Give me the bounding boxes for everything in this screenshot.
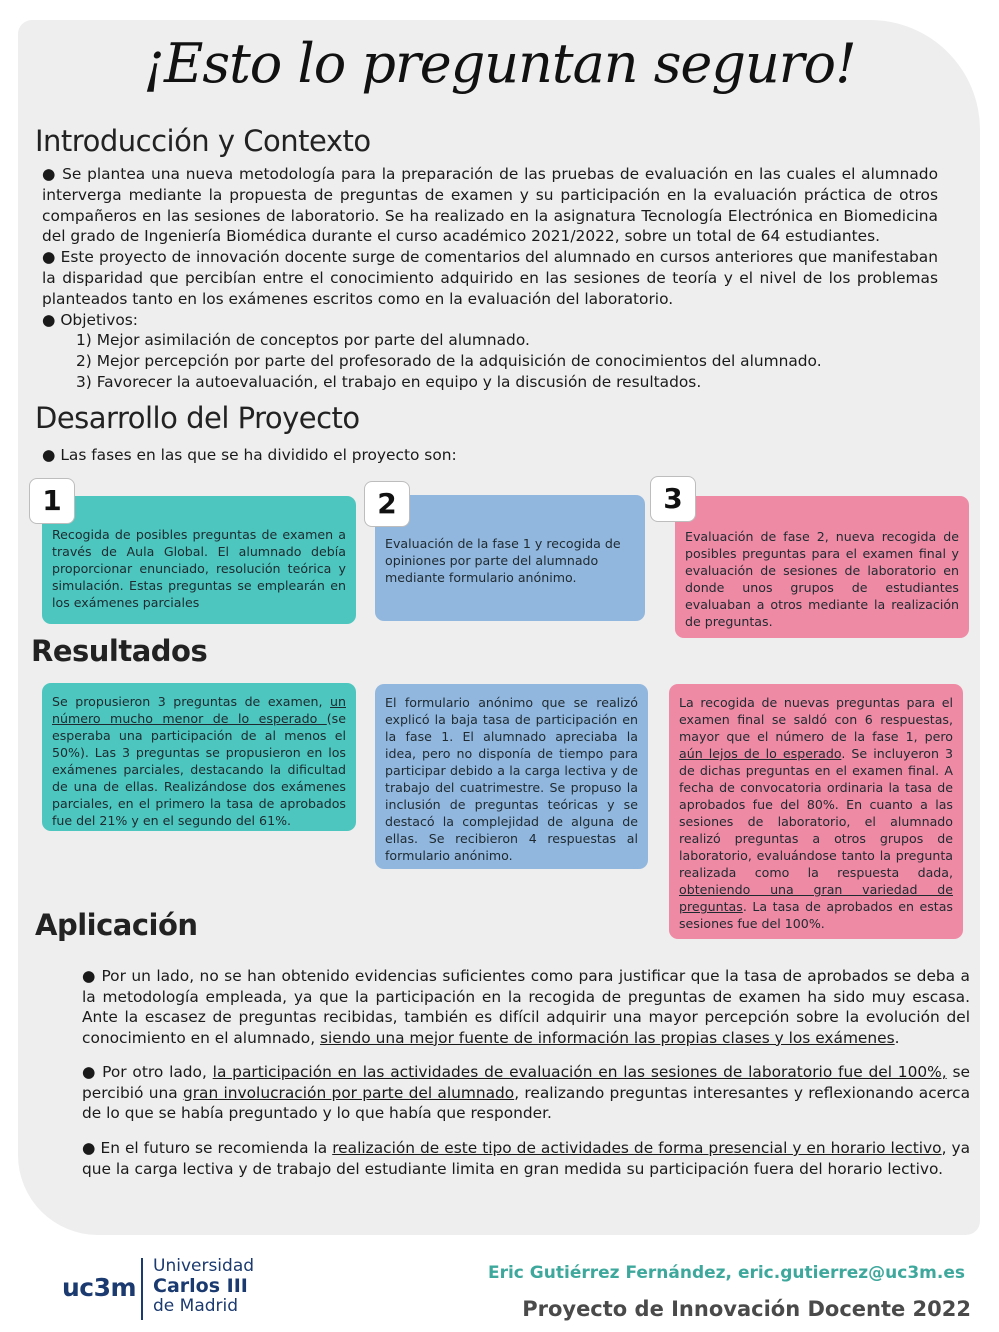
university-name (153, 1256, 254, 1316)
app-2-end: , realizando preguntas interesantes y reflexionando acerca de lo que se había preguntado y lo que había que responder. (82, 1083, 971, 1123)
aplicacion-paragraph-2 (82, 1062, 970, 1124)
intro-text (42, 164, 938, 393)
result-3-highlight-2: obteniendo una gran variedad de preguntas (679, 882, 953, 914)
intro-heading: Introducción y Contexto (35, 124, 371, 158)
app-2-text: ● Por otro lado, (82, 1063, 213, 1081)
phase-1-box (42, 496, 356, 624)
result-3-highlight-1: aún lejos de lo esperado (679, 746, 842, 761)
objectives-label: ● Objetivos: (42, 310, 138, 329)
phase-3-box (675, 496, 969, 638)
phase-2-box (375, 495, 645, 621)
phase-2-number: 2 (364, 481, 410, 527)
phase-1-text: Recogida de posibles preguntas de examen a través de Aula Global. El alumnado debía proporcionar enunciado, resolución teórica y simulación. Estas preguntas se emplearán en los exámenes parciales (52, 527, 346, 610)
phase-3-text: Evaluación de fase 2, nueva recogida de posibles preguntas para el examen final y evaluación de sesiones de laboratorio en donde unos grupos de estudiantes evaluaban a otros mediante la realización de preguntas. (685, 529, 959, 629)
university-name-line-1: Universidad (153, 1256, 255, 1276)
objective-1: 1) Mejor asimilación de conceptos por parte del alumnado. (76, 331, 530, 350)
aplicacion-paragraph-1 (82, 966, 970, 1048)
result-2-text: El formulario anónimo que se realizó explicó la baja tasa de participación en la fase 1. El alumnado apreciaba la idea, pero no disponía de tiempo para participar debido a la carga lectiva y de trabajo del cuatrimestre. Se propuso la inclusión de preguntas teóricas y se destacó la complejidad de alguna de ellas. Se recibieron 4 respuestas al formulario anónimo. (385, 695, 638, 863)
phase-3-number: 3 (650, 476, 696, 522)
result-1-text-cont: (se esperaba una participación de al menos el 50%). Las 3 preguntas se propusieron en los exámenes parciales, destacando la dificultad de una de ellas. Realizándose dos exámenes parciales, en el primero la tasa de aprobados fue del 21% y en el segundo del 61%. (52, 711, 346, 828)
resultados-heading: Resultados (31, 634, 208, 668)
app-3-text: ● En el futuro se recomienda la (82, 1139, 333, 1157)
poster-title: ¡Esto lo preguntan seguro! (143, 32, 856, 95)
result-1-text: Se propusieron 3 preguntas de examen, (52, 694, 331, 709)
app-3-end: , ya que la carga lectiva y de trabajo del estudiante limita en gran medida su participación fuera del horario lectivo. (82, 1139, 971, 1178)
university-name-line-3: de Madrid (153, 1296, 239, 1316)
result-1-box (42, 683, 356, 831)
university-name-line-2: Carlos III (153, 1275, 248, 1297)
app-1-end: . (894, 1028, 900, 1047)
result-3-text: La recogida de nuevas preguntas para el examen final se saldó con 6 respuestas, mayor que el número de la fase 1, pero (679, 695, 953, 744)
app-2-highlight-1: la participación en las actividades de evaluación en las sesiones de laboratorio fue del 100%, (212, 1063, 947, 1081)
result-1-highlight: un número mucho menor de lo esperado (52, 694, 346, 726)
result-3-text-cont: . Se incluyeron 3 de dichas preguntas en el examen final. A fecha de convocatoria ordinaria la tasa de aprobados fue del 80%. En cuanto a las sesiones de laboratorio, el alumnado realizó preguntas a otros grupos de laboratorio, evaluándose tanto la pregunta realizada como la respuesta dada, (679, 746, 954, 880)
result-3-text-end: . La tasa de aprobados en estas sesiones fue del 100%. (679, 899, 953, 931)
author-contact: Eric Gutiérrez Fernández, eric.gutierrez@uc3m.es (487, 1263, 965, 1283)
phase-2-text: Evaluación de la fase 1 y recogida de opiniones por parte del alumnado mediante formulario anónimo. (385, 536, 621, 585)
result-3-box (669, 684, 963, 939)
aplicacion-heading: Aplicación (35, 908, 198, 942)
aplicacion-paragraph-3 (82, 1138, 970, 1179)
intro-paragraph-2: ● Este proyecto de innovación docente surge de comentarios del alumnado en cursos anteriores que manifestaban la disparidad que percibían entre el conocimiento adquirido en las sesiones de teoría y el nivel de los problemas planteados tanto en los exámenes escritos como en la evaluación del laboratorio. (42, 248, 938, 308)
app-3-highlight: realización de este tipo de actividades de forma presencial y en horario lectivo (332, 1139, 942, 1157)
app-2-text-cont: se percibió una (82, 1063, 970, 1102)
footer-project: Proyecto de Innovación Docente 2022 (522, 1297, 971, 1321)
logo-divider (141, 1258, 143, 1320)
objective-2: 2) Mejor percepción por parte del profesorado de la adquisición de conocimientos del alumnado. (76, 352, 822, 371)
app-1-highlight: siendo una mejor fuente de información las propias clases y los exámenes (319, 1028, 895, 1047)
intro-paragraph-1: ● Se plantea una nueva metodología para la preparación de las pruebas de evaluación en las cuales el alumnado interverga mediante la propuesta de preguntas de examen y su participación en la evaluación práctica de otros compañeros en las sesiones de laboratorio. Se ha realizado en la asignatura Tecnología Electrónica en Biomedicina del grado de Ingeniería Biomédica durante el curso académico 2021/2022, sobre un total de 64 estudiantes. (42, 165, 938, 246)
phases-intro: ● Las fases en las que se ha dividido el proyecto son: (42, 446, 457, 464)
objective-3: 3) Favorecer la autoevaluación, el trabajo en equipo y la discusión de resultados. (76, 372, 702, 391)
uc3m-wordmark: uc3m (62, 1273, 137, 1302)
app-2-highlight-2: gran involucración por parte del alumnado (182, 1083, 515, 1102)
app-1-text: ● Por un lado, no se han obtenido evidencias suficientes como para justificar que la tasa de aprobados se deba a la metodología empleada, ya que la participación en la recogida de preguntas de examen ha sido muy escasa. Ante la escasez de preguntas recibidas, también es difícil adquirir una mayor percepción sobre la evolución del conocimiento en el alumnado, (82, 967, 970, 1047)
result-2-box (375, 684, 648, 869)
desarrollo-heading: Desarrollo del Proyecto (35, 401, 360, 435)
phase-1-number: 1 (29, 478, 75, 524)
